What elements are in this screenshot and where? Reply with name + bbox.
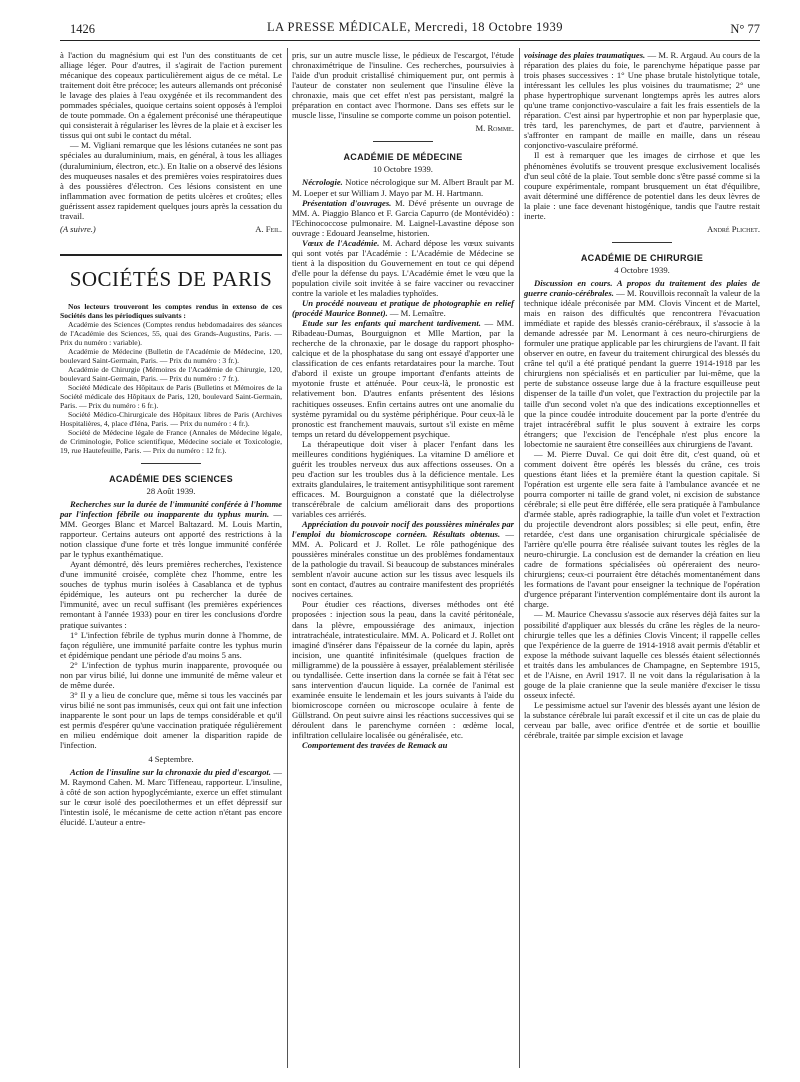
article-title: Comportement des travées de Remack au (302, 740, 448, 751)
issue-number: N° 77 (730, 22, 760, 36)
list-item: Société Médicale des Hôpitaux de Paris (Bulletins et Mémoires de la Société médicale des Hôpitaux de Paris, 120, boulevard Saint-Germain, Paris. — Prix du numéro : 6 fr.). (60, 382, 282, 410)
column-divider (287, 48, 288, 1068)
article-title: Nécrologie. (302, 177, 343, 188)
paragraph: Pour étudier ces réactions, diverses méthodes ont été proposées : injection sous la peau, dans la cavité péritonéale, dans la plèvre, empoussiérage des animaux, injection intratrachéale, intratesticulaire. MM. A. Policard et J. Rollet ont imaginé d'insérer dans l'épaisseur de la cornée du lapin, après incision, une quantité infinitésimale (quelques fraction de milligramme) de la poussière à essayer, préalablement stérilisée ou tyndallisée. Cette insertion dans la cornée se fait à l'état sec sans intervention d'aucun liquide. La cornée de l'animal est examinée ensuite le lendemain et les jours suivants à l'aide du biomicroscope cornéen ou microscope oculaire à fente de Güllstrand. On peut suivre ainsi les réactions successives qui se déroulent dans le parenchyme cornéen : œdème local, infiltration cellulaire localisée ou généralisée, etc. (292, 599, 514, 741)
column-3: voisinage des plaies traumatiques. — M. R. Argaud. Au cours de la réparation des plaies du foie, le parenchyme hépatique passe par trois phases successives : 1° Une phase brutale histolytique totale, intéressant les cellules les plus voisines du traumatisme; 2° une phase hypertrophique survenant longtemps après les autres alors qu'une trame conjonctivo-vasculaire a fait les frais essentiels de la réparation. C'est ainsi par hypertrophie et non par hyperplasie que, très tard, les parenchymes, de part et d'autre, parviennent à s'affronter en rampant de maille en maille, dans un réseau conjonctivo-vasculaire préformé. Il est à remarquer que les images de cirrhose et que les phénomènes évolutifs se trouvent presque exclusivement localisés d'un seul côté de la plaie. Tout semble donc s'être passé comme si la coupure expérimentale, rompant brusquement un état d'équilibre, avait déterminé une différence de potentiel dans les deux lèvres de la plaie : une face devenant histogénique, tandis que l'autre restait inerte. André Plichet. ACADÉMIE DE CHIRURGIE 4 Octobre 1939. Discussion en cours. A propos du traitement des plaies de guerre cranio-cérébrales. — M. Rouvillois reconnaît la valeur de la technique idéale préconisée par MM. Clovis Vincent et de Martel, mais en raison des difficultés que rencontrera l'évacuation immédiate et rapide des blessés cranio-cérébraux, il s'associe à la demande adressée par M. Lenormant à ces neuro-chirurgiens de formuler une pratique applicable par les chirurgiens de l'avant. Il fait observer en outre, en faveur du traitement chirurgical des blessés du crâne tel qu'il a été pratiqué pendant la guerre 1914-1918 par les chirurgiens non spécialisés et en particulier par lui-même, que la perte de substance osseuse large due à la fracture esquilleuse peut dispenser de la taille d'un volet, que l'extraction du projectile par la taille d'un second volet n'a que des indications exceptionnelles et que la pince coudée introduite doucement par la porte d'entrée du trajet intracérébral suffit le plus souvent à extraire les corps étrangers; que l'excision de l'encéphale n'est plus encore la lobectomie ne sauraient être conseillées aux chirurgiens de l'avant. — M. Pierre Duval. Ce qui doit être dit, c'est quand, où et comment doivent être opérés les blessés du crâne, ces trois questions étant liées et la première étant la question capitale. Si l'opération est urgente elle sera faite à l'ambulance avancée et ne pourra comporter ni taille de grand volet, ni excision de substance cérébrale; si elle peut être différée, elle sera pratiquée à l'ambulance d'armée stable, après radiographie, la taille d'un volet et l'extraction du projectile devendront alors possibles; si elle peut, enfin, être retardée, c'est dans une organisation chirurgicale spécialisée de l'arrière qu'elle pourra être réalisée suivant toutes les règles de la neuro-chirurgie. La conclusion est de demander la création en lieu cadre de formations spécialisées où opéreraient des neuro-chirurgiens; ceux-ci pourraient être détachés momentanément dans les formations de l'avant pour enseigner la technique de l'opération d'urgence préparant l'intervention complémentaire dont ils auront la charge. — M. Maurice Chevassu s'associe aux réserves déjà faites sur la possibilité d'appliquer aux blessés du crâne les règles de la neuro-chirurgie telles que les a définies Clovis Vincent; il rappelle celles que l'expérience de la guerre de 1914-1918 avait permis d'établir et expose la méthode suivant laquelle ces blessés étaient sélectionnés et traités dans les ambulances de Champagne, en Septembre 1915, et de l'Aisne, en Avril 1917. Il ne voit dans la régularisation à la gouge de la plaie cranienne que la seule manière d'exciser le tissu osseux infecté. Le pessimisme actuel sur l'avenir des blessés ayant une lésion de la substance cérébrale lui paraît excessif et il cite un cas de plaie du cerveau par balle, avec orifice d'entrée et de sortie et bouillie cérébrale, traitée par simple excision et lavage (524, 50, 760, 741)
paragraph: 2° L'infection de typhus murin inapparente, provoquée ou non par virus bilié, lui donne une immunité de même valeur et de même durée. (60, 659, 282, 690)
paragraph: — M. Maurice Chevassu s'associe aux réserves déjà faites sur la possibilité d'appliquer aux blessés du crâne les règles de la neuro-chirurgie telles que les a définies Clovis Vincent; il rappelle celles que l'expérience de la guerre de 1914-1918 avait permis d'établir et expose la méthode suivant laquelle ces blessés étaient sélectionnés et traités dans les ambulances de Champagne, en Septembre 1915, et de l'Aisne, en Avril 1917. Il ne voit dans la régularisation à la gouge de la plaie cranienne que la seule manière d'exciser le tissu osseux infecté. (524, 609, 760, 700)
article-title: voisinage des plaies traumatiques. (524, 50, 646, 60)
signature: M. Romme. (475, 123, 514, 134)
paragraph: Le pessimisme actuel sur l'avenir des blessés ayant une lésion de la substance cérébrale lui paraît excessif et il cite un cas de plaie du cerveau par balle, avec orifice d'entrée et de sortie et bouillie cérébrale, traitée par simple excision et lavage (524, 699, 760, 741)
section-date: 4 Septembre. (148, 754, 194, 765)
list-item: Académie de Médecine (Bulletin de l'Académie de Médecine, 120, boulevard Saint-Germain, Paris. — Prix du numéro : 3 fr.). (60, 346, 282, 365)
paragraph: pris, sur un autre muscle lisse, le pédieux de l'escargot, l'étude chronaximétrique de l'insuline. Ces recherches, poursuivies à l'aide d'un produit cristallisé chimiquement pur, ont permis à l'auteur de constater non seulement que l'insuline élève la chronaxie, mais que cet effet n'est pas persistant, malgré la préparation en contact avec l'hormone. Dans ses effets sur le muscle lisse, l'insuline se comporte comme un poison potentiel. (292, 50, 514, 121)
paragraph: à l'action du magnésium qui est l'un des constituants de cet alliage léger. Pour d'autres, il s'agirait de l'action purement mécanique des copeaux particulièrement aigus de ce métal. Le traitement doit être précoce; les auteurs allemands ont préconisé le lavage des plaies à l'eau oxygénée et ils recommandent des pommades spéciales, quoique certains soient opposés à l'emploi de toute pommade. On a également préconisé une thérapeutique qui consisterait à régulariser les lèvres de la plaie et à exciser les tissus qui ont subi le contact du métal. (60, 50, 282, 141)
article-title: Action de l'insuline sur la chronaxie du pied d'escargot. (70, 767, 271, 778)
list-item: Société Médico-Chirurgicale des Hôpitaux libres de Paris (Archives Hospitalières, 4, place d'Iéna, Paris. — Prix du numéro : 4 fr.). (60, 409, 282, 428)
paragraph: Ayant démontré, dès leurs premières recherches, l'existence d'une immunité croisée, complète chez l'homme, entre les souches de typhus murin isolées à Casablanca et de typhus épidémique, les auteurs ont pu rechercher la durée de l'immunité, avec un recul suffisant (les premières expériences remontant à l'année 1933) pour en tirer les conclusions d'ordre pratique suivantes : (60, 559, 282, 630)
divider (141, 463, 201, 464)
article-title: Appréciation du pouvoir nocif des poussières minérales par l'emploi du biomicroscope cornéen. Résultats obtenus. (292, 519, 514, 540)
section-heading: ACADÉMIE DES SCIENCES (109, 473, 233, 484)
article-title: Présentation d'ouvrages. (302, 197, 392, 208)
paragraph: Nos lecteurs trouveront les comptes rendus in extenso de ces Sociétés dans les périodiques suivants : (60, 301, 282, 320)
section-date: 4 Octobre 1939. (614, 264, 670, 275)
article-title: Etude sur les enfants qui marchent tardivement. (302, 318, 481, 329)
divider (373, 141, 433, 142)
divider (612, 242, 672, 243)
signature: André Plichet. (707, 223, 760, 234)
section-heading: ACADÉMIE DE MÉDECINE (343, 152, 463, 163)
paragraph: — M. Pierre Duval. Ce qui doit être dit, c'est quand, où et comment doivent être opérés les blessés du crâne, ces trois questions étant liées et la première étant la question capitale. Si l'opération est urgente elle sera faite à l'ambulance avancée et ne pourra comporter ni taille de grand volet, ni excision de substance cérébrale; si elle peut être différée, elle sera pratiquée à l'ambulance d'armée stable, après radiographie, la taille d'un volet et l'extraction du projectile devendront alors possibles; si elle peut, enfin, être retardée, c'est dans une organisation chirurgicale spécialisée de l'arrière qu'elle pourra être réalisée suivant toutes les règles de la neuro-chirurgie. La conclusion est de demander la création en lieu cadre de formations spécialisées où opéreraient des neuro-chirurgiens; ceux-ci pourraient être détachés momentanément dans les formations de l'avant pour enseigner la technique de l'opération d'urgence préparant l'intervention complémentaire dont ils auront la charge. (524, 448, 760, 610)
article-title: Discussion en cours. A propos du traitement des plaies de guerre cranio-cérébrales. (524, 277, 760, 298)
paragraph: 3° Il y a lieu de conclure que, même si tous les vaccinés par virus bilié ne sont pas immunisés, ceux qui ont fait une infection inapparente le sont pour un laps de temps considérable et qu'il est permis d'espérer qu'une vaccination pratiquée régulièrement en milieu endémique doit amener la disparition rapide de l'infection. (60, 689, 282, 751)
page-header (70, 20, 760, 42)
journal-title: LA PRESSE MÉDICALE, Mercredi, 18 Octobre 1939 (266, 20, 564, 34)
paragraph: — M. Vigliani remarque que les lésions cutanées ne sont pas spéciales au duraluminium, mais, en général, à tous les alliages (duraluminium, électron, etc.). En Italie on a observé des lésions des muqueuses nasales et des premières voies respiratoires dues à des poussières d'électron. Ces lésions consistent en une inflammation avec formation de petits ulcères et croûtes; elles guérissent assez rapidement quelques jours après la cessation du travail. (60, 140, 282, 221)
paragraph: La thérapeutique doit viser à placer l'enfant dans les meilleures conditions hygiéniques. La vitamine D améliore et guérit les troubles nerveux dus aux affections osseuses. On a peu d'action sur les troubles dus à la déficience mentale. Les extraits glandulaires, le traitement antisyphilitique sont rarement efficaces. M. Bourguignon a constaté que la diélectrolyse transcérébrale de calcium améliorait dans des proportions variables ces arriérés. (292, 438, 514, 520)
header-rule (60, 40, 760, 41)
section-title: SOCIÉTÉS DE PARIS (60, 254, 282, 292)
column-divider (519, 48, 520, 1068)
page-number: 1426 (70, 22, 95, 36)
column-2: pris, sur un autre muscle lisse, le pédieux de l'escargot, l'étude chronaximétrique de l'insuline. Ces recherches, poursuivies à l'aide d'un produit cristallisé chimiquement pur, ont permis à l'auteur de constater non seulement que l'insuline élève la chronaxie, mais que cet effet n'est pas persistant, malgré la préparation en contact avec l'hormone. Dans ses effets sur le muscle lisse, l'insuline se comporte comme un poison potentiel. M. Romme. ACADÉMIE DE MÉDECINE 10 Octobre 1939. Nécrologie. Notice nécrologique sur M. Albert Brault par M. M. Loeper et sur William J. Mayo par M. H. Hartmann. Présentation d'ouvrages. M. Dévé présente un ouvrage de MM. A. Piaggio Blanco et F. Garcia Capurro (de Montévidéo) : l'Echinococcose pulmonaire. M. Laignel-Lavastine dépose son ouvrage : Edouard Jeanselme, historien. Vœux de l'Académie. M. Achard dépose les vœux suivants qui sont votés par l'Académie : L'Académie de Médecine se tient à la disposition du Gouvernement en tout ce qui dépend d'elle pour la défense du pays. L'Académie émet le vœu que la population civile soit invitée à se faire vacciner ou revacciner contre la variole et les maladies typhoïdes. Un procédé nouveau et pratique de photographie en relief (procédé Maurice Bonnet). — M. Lemaître. Etude sur les enfants qui marchent tardivement. — MM. Ribadeau-Dumas, Bourguignon et Mlle Martion, par la recherche de la chronaxie, par le dosage du rapport phospho-calcique et de la phosphatase du sang ont essayé d'apporter une classification de ces enfants retardataires pour la marche. Tout d'abord il existe un groupe important d'enfants atteints de myotonie fruste et atténuée. Pour ceux-là, le pronostic est relativement bon. D'autres enfants présentent des lésions rachitiques osseuses. Enfin certains autres ont une anomalie du système pyramidal ou du système périphérique. Pour ceux-là le pronostic est franchement mauvais, surtout s'il existe en même temps un retard du développement psychique. La thérapeutique doit viser à placer l'enfant dans les meilleures conditions hygiéniques. La vitamine D améliore et guérit les troubles nerveux dus aux affections osseuses. On a peu d'action sur les troubles dus à la déficience mentale. Les extraits glandulaires, le traitement antisyphilitique sont rarement efficaces. M. Bourguignon a constaté que la diélectrolyse transcérébrale de calcium améliorait dans des proportions variables ces arriérés. Appréciation du pouvoir nocif des poussières minérales par l'emploi du biomicroscope cornéen. Résultats obtenus. — MM. A. Policard et J. Rollet. Le rôle pathogénique des poussières minérales constitue un des problèmes fondamentaux de la pathologie du travail. Si beaucoup de substances minérales semblent n'avoir aucune action sur les tissus avec lesquels ils sont en contact, d'autres au contraire manifestent des propriétés nocives certaines. Pour étudier ces réactions, diverses méthodes ont été proposées : injection sous la peau, dans la cavité péritonéale, dans la plèvre, empoussiérage des animaux, injection intratrachéale, intratesticulaire. MM. A. Policard et J. Rollet ont imaginé d'insérer dans l'épaisseur de la cornée du lapin, après incision, une quantité infinitésimale (quelques fraction de milligramme) de la poussière à essayer, préalablement stérilisée ou tyndallisée. Cette insertion dans la cornée se fait à l'état sec sans intervention d'aucun liquide. La cornée de l'animal est examinée ensuite le lendemain et les jours suivants à l'aide du biomicroscope cornéen ou microscope oculaire à fente de Güllstrand. On peut suivre ainsi les réactions successives qui se déroulent dans le parenchyme cornéen : œdème local, infiltration cellulaire localisée ou généralisée, etc. Comportement des travées de Remack au (292, 50, 515, 751)
section-date: 28 Août 1939. (146, 485, 196, 496)
article-title: Vœux de l'Académie. (302, 237, 380, 248)
societies-list (60, 302, 282, 455)
paragraph: Il est à remarquer que les images de cirrhose et que les phénomènes évolutifs se trouvent presque exclusivement localisés d'un seul côté de la plaie. Tout semble donc s'être passé comme si la coupure expérimentale, rompant brusquement un état d'équilibre, avait déterminé une différence de potentiel dans les deux lèvres de la plaie : une face devenant histogénique, tandis que l'autre restait inerte. (524, 150, 760, 221)
column-1: à l'action du magnésium qui est l'un des constituants de cet alliage léger. Pour d'autres, il s'agirait de l'action purement mécanique des copeaux particulièrement aigus de ce métal. Le traitement doit être précoce; les auteurs allemands ont préconisé le lavage des plaies à l'eau oxygénée et ils recommandent des pommades spéciales, quoique certains soient opposés à l'emploi de toute pommade. On a également préconisé une thérapeutique qui consisterait à régulariser les lèvres de la plaie et à exciser les tissus qui ont subi le contact du métal. — M. Vigliani remarque que les lésions cutanées ne sont pas spéciales au duraluminium, mais, en général, à tous les alliages (duraluminium, électron, etc.). En Italie on a observé des lésions des muqueuses nasales et des premières voies respiratoires dues à des poussières d'électron. Ces lésions consistent en une inflammation avec formation de petits ulcères et croûtes; elles guérissent assez rapidement quelques jours après la cessation du travail. (A suivre.) A. Feil. SOCIÉTÉS DE PARIS Nos lecteurs trouveront les comptes rendus in extenso de ces Sociétés dans les périodiques suivants : Académie des Sciences (Comptes rendus hebdomadaires des séances de l'Académie des Sciences, 55, quai des Grands-Augustins, Paris. — Prix du numéro : variable). Académie de Médecine (Bulletin de l'Académie de Médecine, 120, boulevard Saint-Germain, Paris. — Prix du numéro : 3 fr.). Académie de Chirurgie (Mémoires de l'Académie de Chirurgie, 120, boulevard Saint-Germain, Paris. — Prix du numéro : 7 fr.). Société Médicale des Hôpitaux de Paris (Bulletins et Mémoires de la Société médicale des Hôpitaux de Paris, 120, boulevard Saint-Germain, Paris. — Prix du numéro : 6 fr.). Société Médico-Chirurgicale des Hôpitaux libres de Paris (Archives Hospitalières, 4, place d'Iéna, Paris. — Prix du numéro : 4 fr.). Société de Médecine légale de France (Annales de Médecine légale, de Criminologie, Police scientifique, Médecine sociale et Toxicologie, 19, rue Hautefeuille, Paris. — Prix du numéro : 12 fr.). ACADÉMIE DES SCIENCES 28 Août 1939. Recherches sur la durée de l'immunité conférée à l'homme par l'infection fébrile ou inapparente du typhus murin. — MM. Georges Blanc et Marcel Baltazard. M. Louis Martin, rapporteur. Certains auteurs ont apporté des restrictions à la notion classique d'une forte et très longue immunité conférée par le typhus exanthématique. Ayant démontré, dès leurs premières recherches, l'existence d'une immunité croisée, complète chez l'homme, entre les souches de typhus murin isolées à Casablanca et de typhus épidémique, les auteurs ont pu rechercher la durée de l'immunité, avec un recul suffisant (les premières expériences remontant à l'année 1933) pour en tirer les conclusions d'ordre pratique suivantes : 1° L'infection fébrile de typhus murin donne à l'homme, de façon régulière, une immunité parfaite contre les typhus murin et épidémique pendant une période d'au moins 5 ans. 2° L'infection de typhus murin inapparente, provoquée ou non par virus bilié, lui donne une immunité de même valeur et de même durée. 3° Il y a lieu de conclure que, même si tous les vaccinés par virus bilié ne sont pas immunisés, ceux qui ont fait une infection inapparente le sont pour un laps de temps considérable et qu'il est permis d'espérer qu'une vaccination pratiquée régulièrement en milieu endémique doit amener la disparition rapide de l'infection. 4 Septembre. Action de l'insuline sur la chronaxie du pied d'escargot. — M. Raymond Cahen. M. Marc Tiffeneau, rapporteur. L'insuline, à côté de son action hypoglycémiante, exerce un effet stimulant sur le cœur isolé des poecilothermes et un effet dépressif sur l'intestin isolé, le mécanisme de cette action n'étant pas encore élucidé. L'auteur a entre- (60, 50, 282, 828)
paragraph: 1° L'infection fébrile de typhus murin donne à l'homme, de façon régulière, une immunité parfaite contre les typhus murin et épidémique pendant une période d'au moins 5 ans. (60, 629, 282, 660)
list-item: Académie des Sciences (Comptes rendus hebdomadaires des séances de l'Académie des Sciences, 55, quai des Grands-Augustins, Paris. — Prix du numéro : variable). (60, 319, 282, 347)
list-item: Académie de Chirurgie (Mémoires de l'Académie de Chirurgie, 120, boulevard Saint-Germain, Paris. — Prix du numéro : 7 fr.). (60, 364, 282, 383)
list-item: Société de Médecine légale de France (Annales de Médecine légale, de Criminologie, Police scientifique, Médecine sociale et Toxicologie, 19, rue Hautefeuille, Paris. — Prix du numéro : 12 fr.). (60, 427, 282, 455)
article-title: Un procédé nouveau et pratique de photographie en relief (procédé Maurice Bonnet). (292, 298, 514, 319)
article-title: Recherches sur la durée de l'immunité conférée à l'homme par l'infection fébrile ou inapparente du typhus murin. (60, 498, 282, 519)
signature: (A suivre.) A. Feil. (60, 223, 282, 234)
section-heading: ACADÉMIE DE CHIRURGIE (580, 252, 704, 263)
section-date: 10 Octobre 1939. (373, 164, 433, 175)
